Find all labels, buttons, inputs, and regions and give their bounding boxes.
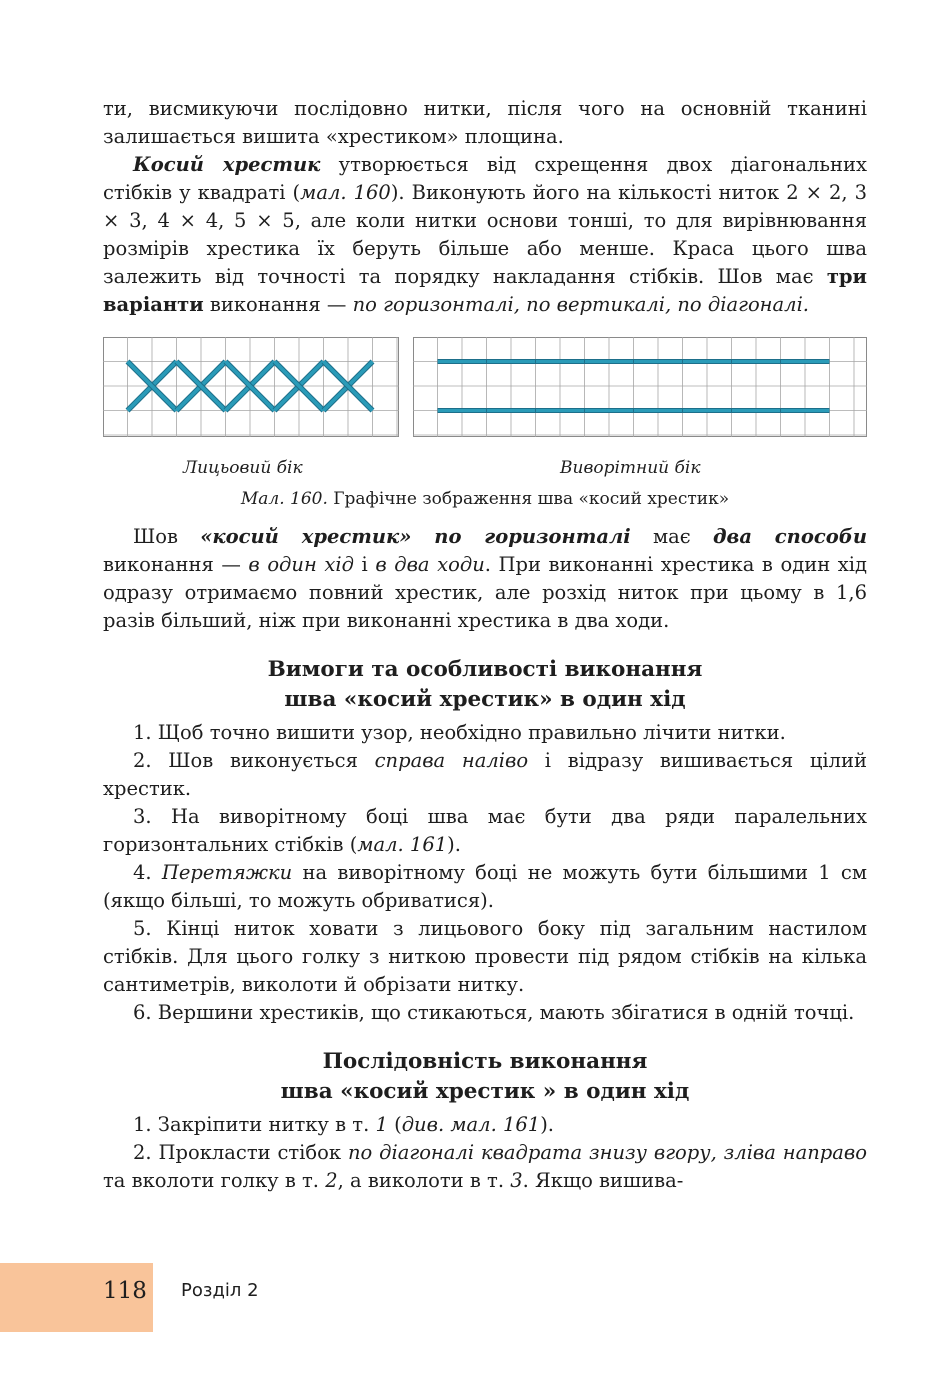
- heading-sequence: Послідовність виконання шва «косий хрестик » в один хід: [280, 1049, 690, 1104]
- caption-back-side: Виворітний бік: [560, 458, 701, 478]
- list-item: 4. Перетяжки на виворітному боці не можуть бути більшими 1 см (якщо більші, то можуть обриватися).: [103, 861, 867, 912]
- section-label: Розділ 2: [181, 1280, 259, 1301]
- figure-160: [103, 337, 867, 523]
- list-item: 3. На виворітному боці шва має бути два ряди паралельних горизонтальних стібків (мал. 161).: [103, 805, 867, 856]
- page-number: 118: [103, 1278, 147, 1304]
- front-side-grid: [103, 337, 399, 437]
- back-side-grid: [413, 337, 867, 437]
- list-item: 2. Прокласти стібок по діагоналі квадрата знизу вгору, зліва направо та вколоти голку в т. 2, а виколоти в т. 3. Якщо вишива-: [103, 1141, 867, 1192]
- figure-ref: мал. 160: [300, 181, 391, 204]
- heading-requirements: Вимоги та особливості виконання шва «косий хрестик» в один хід: [267, 657, 703, 712]
- list-item: 6. Вершини хрестиків, що стикаються, мають збігатися в одній точці.: [133, 1001, 855, 1024]
- paragraph-3: Шов «косий хрестик» по горизонталі має два способи виконання — в один хід і в два ходи. При виконанні хрестика в один хід одразу отримаємо повний хрестик, але розхід ниток при цьому в 1,6 разів більший, ніж при виконанні хрестика в два ходи.: [103, 525, 867, 632]
- paragraph-1: ти, висмикуючи послідовно нитки, після чого на основній тканині залишається вишита «хрестиком» площина.: [103, 97, 867, 148]
- page-body: [103, 95, 867, 1195]
- term-kosyi-khrestyk: Косий хрестик: [133, 153, 321, 176]
- list-item: 2. Шов виконується справа наліво і відразу вишивається цілий хрестик.: [103, 749, 867, 800]
- requirements-list: [103, 719, 867, 1027]
- figure-caption: Мал. 160. Графічне зображення шва «косий хрестик»: [240, 489, 730, 509]
- list-item: 1. Закріпити нитку в т. 1 (див. мал. 161).: [133, 1113, 555, 1136]
- sequence-list: [103, 1111, 867, 1195]
- list-item: 1. Щоб точно вишити узор, необхідно правильно лічити нитки.: [133, 721, 786, 744]
- paragraph-2: Косий хрестик утворюється від схрещення двох діагональних стібків у квадраті (мал. 160). Виконують його на кількості ниток 2 × 2, 3 × 3, 4 × 4, 5 × 5, але коли нитки основи тонші, то для вирівнювання розмірів хрестика їх беруть більше або менше. Краса цього шва залежить від точності та порядку накладання стібків. Шов має три варіанти виконання — по горизонталі, по вертикалі, по діагоналі.: [103, 153, 868, 316]
- list-item: 5. Кінці ниток ховати з лицьового боку під загальним настилом стібків. Для цього голку з ниткою провести під рядом стібків на кілька сантиметрів, виколоти й обрізати нитку.: [103, 917, 867, 996]
- caption-front-side: Лицьовий бік: [183, 458, 303, 478]
